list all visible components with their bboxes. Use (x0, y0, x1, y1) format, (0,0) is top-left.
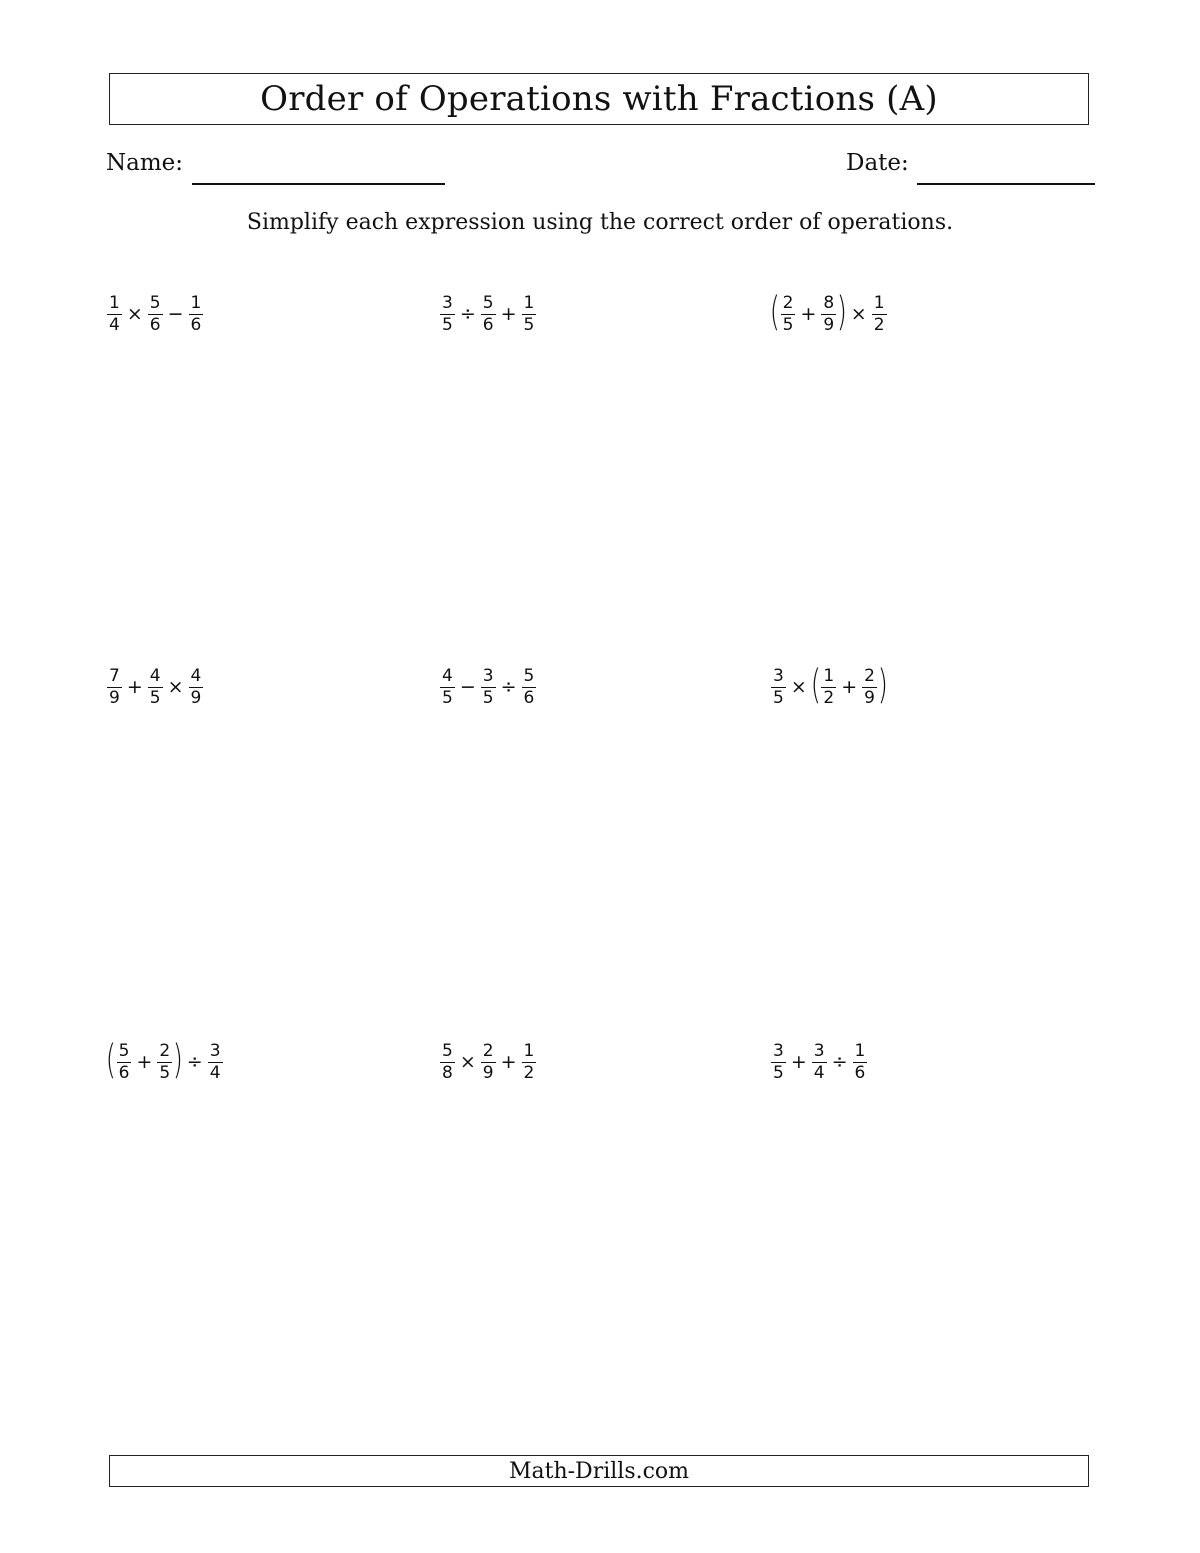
numerator: 3 (442, 292, 453, 313)
denominator: 5 (782, 314, 794, 335)
fraction (107, 292, 122, 335)
denominator: 6 (854, 1062, 866, 1083)
denominator: 5 (523, 314, 535, 335)
fraction (189, 665, 204, 708)
fraction (148, 665, 163, 708)
operator: ÷ (186, 1051, 203, 1073)
denominator: 6 (149, 314, 161, 335)
fraction (853, 1040, 868, 1083)
operator: + (500, 1051, 517, 1073)
denominator: 5 (773, 687, 784, 708)
numerator: 4 (190, 665, 202, 686)
operator: × (850, 303, 867, 325)
numerator: 5 (442, 1040, 453, 1061)
date-label: Date: (846, 150, 909, 176)
denominator: 4 (209, 1062, 221, 1083)
numerator: 5 (482, 292, 494, 313)
numerator: 5 (149, 292, 161, 313)
numerator: 1 (190, 292, 202, 313)
operator: ÷ (459, 303, 476, 325)
parenthesis: ( (810, 662, 821, 708)
numerator: 3 (773, 665, 784, 686)
fraction (157, 1040, 172, 1083)
operator: × (790, 676, 807, 698)
problem-3 (770, 287, 888, 341)
denominator: 6 (523, 687, 535, 708)
numerator: 2 (482, 1040, 494, 1061)
denominator: 9 (864, 687, 875, 708)
operator: + (500, 303, 517, 325)
fraction (440, 1040, 455, 1083)
parenthesis: ) (172, 1037, 184, 1083)
parenthesis: ) (877, 662, 888, 708)
denominator: 9 (823, 314, 835, 335)
denominator: 6 (190, 314, 202, 335)
fraction (522, 665, 537, 708)
denominator: 9 (482, 1062, 494, 1083)
denominator: 6 (118, 1062, 130, 1083)
fraction (189, 292, 204, 335)
fraction (862, 665, 877, 708)
problem-4 (106, 660, 204, 714)
numerator: 2 (864, 665, 875, 686)
fraction (107, 665, 122, 708)
numerator: 1 (854, 1040, 866, 1061)
problem-6 (770, 660, 888, 714)
denominator: 5 (482, 687, 494, 708)
denominator: 5 (773, 1062, 784, 1083)
operator: + (800, 303, 817, 325)
numerator: 4 (149, 665, 161, 686)
instructions: Simplify each expression using the correct order of operations. (246, 210, 954, 235)
numerator: 5 (118, 1040, 130, 1061)
operator: × (167, 676, 184, 698)
problem-9 (770, 1035, 868, 1089)
fraction (440, 292, 455, 335)
operator: ÷ (831, 1051, 848, 1073)
numerator: 1 (873, 292, 885, 313)
fraction (481, 1040, 496, 1083)
problem-7 (106, 1035, 224, 1089)
fraction (821, 292, 836, 335)
fraction (481, 292, 496, 335)
denominator: 2 (523, 1062, 535, 1083)
fraction (522, 292, 537, 335)
numerator: 3 (813, 1040, 825, 1061)
fraction (522, 1040, 537, 1083)
operator: × (459, 1051, 476, 1073)
worksheet-title: Order of Operations with Fractions (A) (109, 73, 1089, 125)
name-label: Name: (106, 150, 184, 176)
problem-2 (439, 287, 537, 341)
fraction (148, 292, 163, 335)
fraction (781, 292, 796, 335)
fraction (771, 1040, 786, 1083)
parenthesis: ( (769, 289, 780, 335)
numerator: 1 (109, 292, 120, 313)
fraction (117, 1040, 132, 1083)
fraction (208, 1040, 223, 1083)
numerator: 4 (442, 665, 453, 686)
denominator: 9 (109, 687, 120, 708)
operator: − (167, 303, 184, 325)
operator: + (136, 1051, 153, 1073)
fraction (812, 1040, 827, 1083)
denominator: 2 (873, 314, 885, 335)
operator: − (459, 676, 476, 698)
denominator: 5 (442, 687, 453, 708)
denominator: 2 (823, 687, 835, 708)
fraction (440, 665, 455, 708)
numerator: 3 (773, 1040, 784, 1061)
operator: + (790, 1051, 807, 1073)
numerator: 5 (523, 665, 535, 686)
problem-1 (106, 287, 204, 341)
operator: + (841, 676, 858, 698)
parenthesis: ( (105, 1037, 116, 1083)
problem-5 (439, 660, 537, 714)
date-line[interactable] (917, 183, 1095, 185)
fraction (771, 665, 786, 708)
fraction (872, 292, 887, 335)
footer: Math-Drills.com (109, 1455, 1089, 1487)
numerator: 1 (523, 1040, 535, 1061)
problem-8 (439, 1035, 537, 1089)
denominator: 4 (813, 1062, 825, 1083)
numerator: 2 (159, 1040, 171, 1061)
operator: + (126, 676, 143, 698)
denominator: 5 (442, 314, 453, 335)
numerator: 7 (109, 665, 120, 686)
numerator: 2 (782, 292, 794, 313)
numerator: 1 (523, 292, 535, 313)
numerator: 1 (823, 665, 835, 686)
denominator: 5 (159, 1062, 171, 1083)
name-line[interactable] (192, 183, 445, 185)
denominator: 5 (149, 687, 161, 708)
numerator: 3 (209, 1040, 221, 1061)
denominator: 8 (442, 1062, 453, 1083)
fraction (821, 665, 836, 708)
denominator: 6 (482, 314, 494, 335)
denominator: 9 (190, 687, 202, 708)
denominator: 4 (109, 314, 120, 335)
operator: ÷ (500, 676, 517, 698)
parenthesis: ) (836, 289, 848, 335)
fraction (481, 665, 496, 708)
operator: × (126, 303, 143, 325)
numerator: 8 (823, 292, 835, 313)
numerator: 3 (482, 665, 494, 686)
